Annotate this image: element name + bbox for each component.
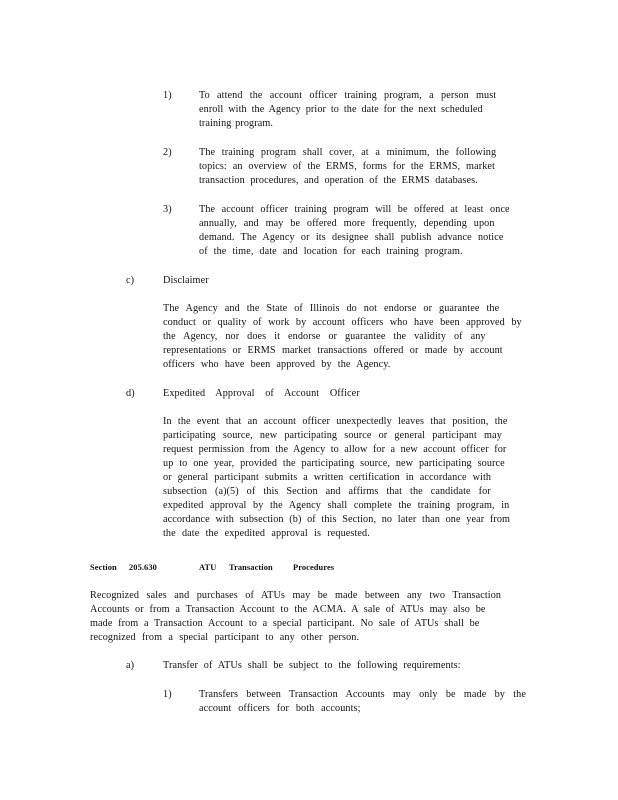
paragraph-line: recognized from a special participant to any other person. [90, 632, 360, 643]
paragraph-line: subsection (a)(5) of this Section and affirms that the candidate for [163, 486, 491, 497]
item-number: 2) [163, 147, 172, 158]
paragraph-line: The Agency and the State of Illinois do not endorse or guarantee the [163, 303, 500, 314]
subsection-letter: d) [126, 388, 135, 399]
subsection-text: Transfer of ATUs shall be subject to the following requirements: [163, 660, 461, 671]
paragraph-line: the Agency, nor does it endorse or guarantee the validity of any [163, 331, 486, 342]
paragraph-line: the date the expedited approval is requested. [163, 528, 370, 539]
item-text-line: account officers for both accounts; [199, 703, 361, 714]
paragraph-line: participating source, new participating source or general participant may [163, 430, 502, 441]
paragraph-line: Recognized sales and purchases of ATUs may be made between any two Transaction [90, 590, 502, 601]
paragraph-line: officers who have been approved by the Agency. [163, 359, 391, 370]
paragraph-line: Accounts or from a Transaction Account to the ACMA. A sale of ATUs may also be [90, 604, 486, 615]
paragraph-line: representations or ERMS market transactions offered or made by account [163, 345, 503, 356]
paragraph-line: expedited approval by the Agency shall complete the training program, in [163, 500, 510, 511]
item-text-line: enroll with the Agency prior to the date for the next scheduled [199, 104, 483, 115]
subsection-heading: Expedited Approval of Account Officer [163, 388, 360, 399]
item-number: 3) [163, 204, 172, 215]
paragraph-line: In the event that an account officer unexpectedly leaves that position, the [163, 416, 508, 427]
item-text-line: transaction procedures, and operation of the ERMS databases. [199, 175, 478, 186]
paragraph-line: accordance with subsection (b) of this Section, no later than one year from [163, 514, 511, 525]
section-title-word: ATU [199, 563, 217, 572]
section-label: Section [90, 563, 117, 572]
subsection-letter: a) [126, 660, 135, 671]
item-text-line: demand. The Agency or its designee shall publish advance notice [199, 232, 504, 243]
section-title-word: Transaction [229, 563, 273, 572]
item-text-line: training program. [199, 118, 273, 129]
paragraph-line: made from a Transaction Account to a special participant. No sale of ATUs shall be [90, 618, 480, 629]
section-title-word: Procedures [293, 563, 335, 572]
paragraph-line: or general participant submits a written certification in accordance with [163, 472, 492, 483]
paragraph-line: up to one year, provided the participating source, new participating source [163, 458, 505, 469]
item-text-line: To attend the account officer training program, a person must [199, 90, 497, 101]
item-number: 1) [163, 689, 172, 700]
paragraph-line: conduct or quality of work by account officers who have been approved by [163, 317, 522, 328]
subsection-letter: c) [126, 275, 135, 286]
item-number: 1) [163, 90, 172, 101]
item-text-line: topics: an overview of the ERMS, forms for the ERMS, market [199, 161, 495, 172]
item-text-line: annually, and may be offered more frequently, depending upon [199, 218, 495, 229]
paragraph-line: request permission from the Agency to allow for a new account officer for [163, 444, 507, 455]
item-text-line: of the time, date and location for each training program. [199, 246, 463, 257]
item-text-line: The account officer training program will be offered at least once [199, 204, 510, 215]
item-text-line: The training program shall cover, at a minimum, the following [199, 147, 497, 158]
item-text-line: Transfers between Transaction Accounts may only be made by the [199, 689, 526, 700]
section-number: 205.630 [129, 563, 157, 572]
subsection-heading: Disclaimer [163, 275, 209, 286]
